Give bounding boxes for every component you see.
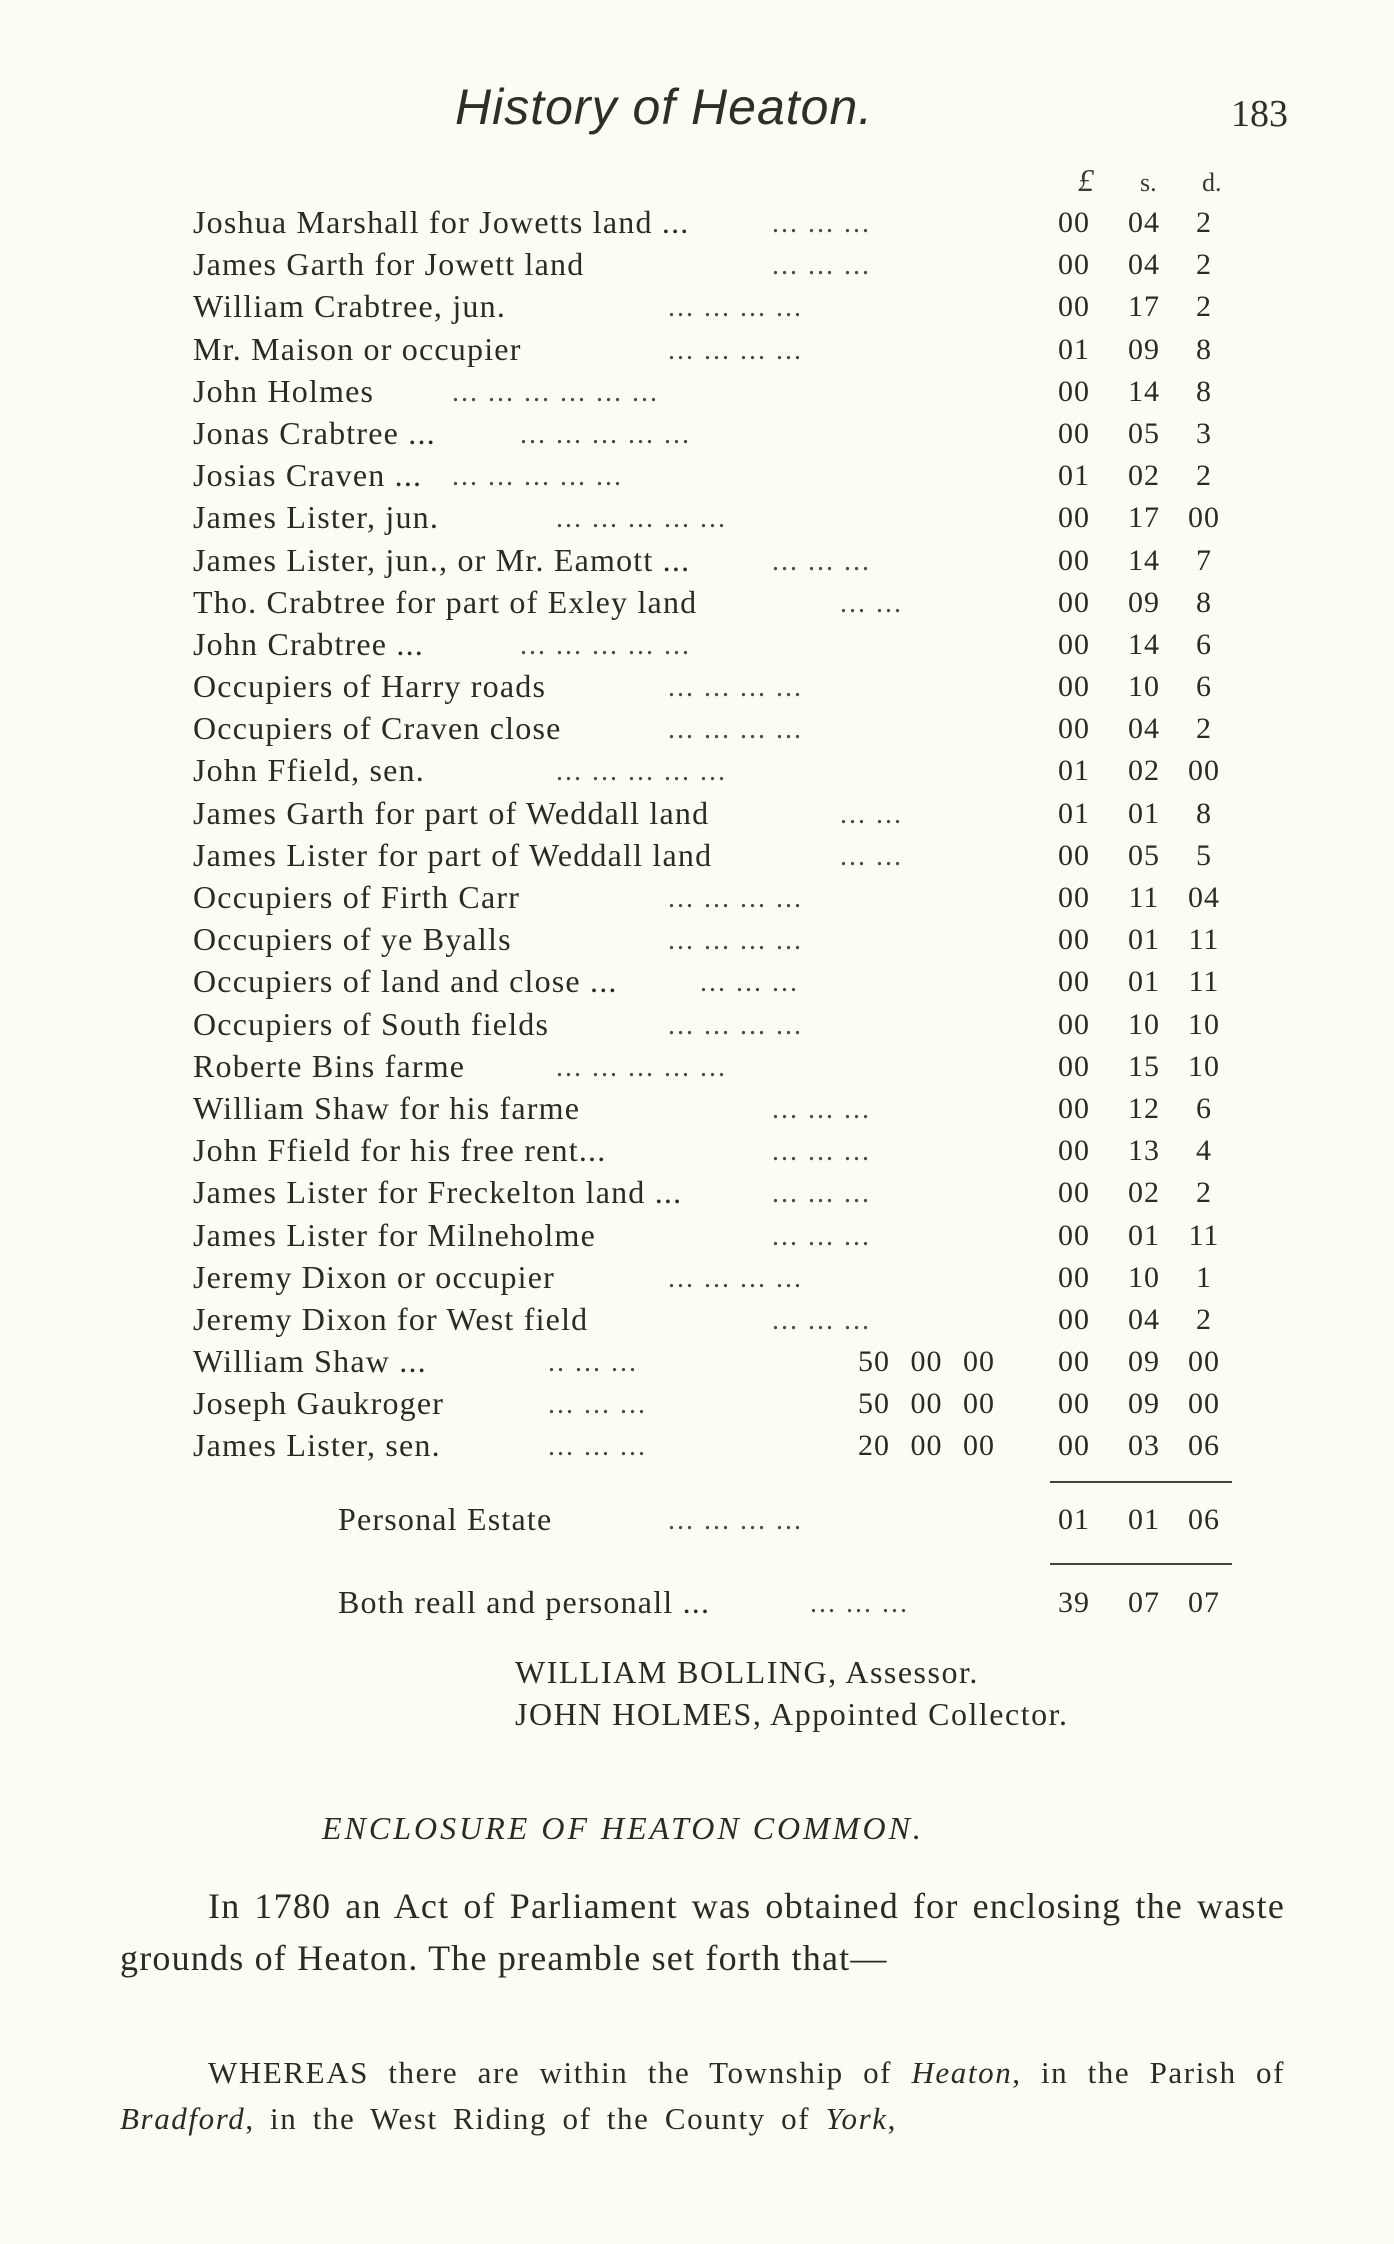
quote-text: , in the West Riding of the County of [245,2101,811,2136]
amount-pounds: 00 [1058,1387,1090,1421]
ledger-row [0,457,1394,499]
dot-leader: ... ... ... [772,208,871,239]
payer-name: Joshua Marshall for Jowetts land ... [193,204,690,240]
dot-leader: ... ... ... [772,1136,871,1168]
amount-shillings: 14 [1128,374,1160,408]
running-title: History of Heaton. [455,79,874,135]
amount-pence: 2 [1196,248,1212,282]
page-number: 183 [1231,93,1288,135]
payer-name: Occupiers of South fields [193,1005,550,1042]
payer-name: Occupiers of Craven close [193,710,562,747]
dot-leader: ... ... ... [772,1220,871,1252]
dot-leader: ... ... ... ... [668,883,803,914]
amount-pounds: 00 [1058,1218,1090,1252]
dot-leader: ... ... ... ... ... [556,756,727,788]
dot-leader: ... ... ... ... [668,1505,803,1536]
payer-name: William Crabtree, jun. [193,288,507,325]
total-label: Both reall and personall ... [338,1584,711,1620]
ledger-row [0,584,1394,626]
dot-leader: ... ... [840,587,903,619]
amount-pence: 00 [1188,1345,1220,1379]
amount-pence: 5 [1196,838,1212,872]
place-name: York [825,2101,888,2136]
ledger-row [0,1006,1394,1048]
amount-pence: 8 [1196,374,1212,408]
amount-pence: 2 [1196,712,1212,746]
dot-leader: ... ... ... [772,1093,871,1125]
amount-pence: 10 [1188,1007,1220,1041]
payer-name: William Shaw for his farme [193,1089,581,1126]
amount-pence: 00 [1188,501,1220,535]
amount-pence: 06 [1188,1429,1220,1463]
amount-pounds: 00 [1058,712,1090,746]
section-heading: ENCLOSURE OF HEATON COMMON. [322,1810,924,1846]
amount-shillings: 05 [1128,838,1160,872]
amount-pounds: 00 [1058,1176,1090,1210]
dot-leader: ... ... ... ... [668,334,803,366]
payer-name: James Lister, sen. [193,1427,441,1464]
payer-name: Jonas Crabtree ... [193,414,436,451]
dot-leader: .. ... ... [548,1347,638,1379]
amount-pounds: 01 [1058,796,1090,830]
amount-shillings: 03 [1128,1429,1160,1463]
amount-pounds: 00 [1058,627,1090,661]
ledger-row [0,1132,1394,1174]
valuation-amount: 50 00 00 [858,1345,995,1379]
amount-pence: 2 [1196,1302,1212,1336]
payer-name: Joseph Gaukroger [193,1385,445,1422]
amount-shillings: 01 [1128,796,1160,830]
payer-name: James Lister for part of Weddall land [193,836,713,873]
amount-pence: 00 [1188,754,1220,788]
amount-pence: 8 [1196,796,1212,830]
dot-leader: ... ... ... ... [668,714,803,746]
column-header-pounds: £ [1078,162,1094,198]
amount-pounds: 01 [1058,1503,1090,1536]
amount-shillings: 09 [1128,1387,1160,1421]
ledger-row [0,879,1394,921]
amount-shillings: 07 [1128,1586,1160,1619]
payer-name: Roberte Bins farme [193,1047,466,1084]
paragraph-text: In 1780 an Act of Parliament was obtained for enclosing the waste grounds of Heaton. The preamble set forth that— [120,1886,1285,1978]
amount-shillings: 04 [1128,712,1160,746]
sum-rule [1050,1563,1232,1565]
amount-shillings: 09 [1128,585,1160,619]
ledger-row [0,921,1394,963]
total-label: Personal Estate [338,1501,553,1537]
ledger-row [0,1301,1394,1343]
ledger-row [0,1217,1394,1259]
amount-pounds: 01 [1058,459,1090,493]
amount-pounds: 00 [1058,1091,1090,1125]
amount-pounds: 00 [1058,923,1090,957]
ledger-row [0,752,1394,794]
ledger-row [0,710,1394,752]
dot-leader: ... ... [840,840,903,872]
place-name: Bradford [120,2101,246,2136]
ledger-row [0,1048,1394,1090]
amount-shillings: 01 [1128,965,1160,999]
amount-pounds: 00 [1058,543,1090,577]
dot-leader: ... ... ... ... [668,1262,803,1294]
amount-pounds: 00 [1058,1345,1090,1379]
amount-shillings: 10 [1128,1007,1160,1041]
dot-leader: ... ... ... [548,1431,647,1463]
amount-pence: 6 [1196,1091,1212,1125]
amount-pence: 11 [1188,1218,1220,1252]
amount-shillings: 02 [1128,754,1160,788]
amount-pence: 6 [1196,627,1212,661]
amount-shillings: 12 [1128,1091,1160,1125]
amount-pence: 06 [1188,1503,1220,1536]
amount-pounds: 00 [1058,206,1090,239]
amount-shillings: 10 [1128,670,1160,704]
ledger-row [0,1259,1394,1301]
payer-name: William Shaw ... [193,1343,427,1380]
amount-pence: 6 [1196,670,1212,704]
amount-shillings: 01 [1128,923,1160,957]
payer-name: James Lister, jun., or Mr. Eamott ... [193,541,691,578]
amount-pounds: 39 [1058,1586,1090,1619]
dot-leader: ... ... ... [548,1389,647,1421]
amount-shillings: 17 [1128,290,1160,324]
ledger-row [0,204,1394,246]
payer-name: Occupiers of Firth Carr [193,879,521,915]
amount-pounds: 00 [1058,1302,1090,1336]
ledger-row [0,668,1394,710]
payer-name: Occupiers of land and close ... [193,963,618,1000]
amount-pence: 2 [1196,1176,1212,1210]
payer-name: James Lister, jun. [193,499,440,536]
payer-name: Josias Craven ... [193,457,423,494]
amount-shillings: 05 [1128,416,1160,450]
amount-shillings: 04 [1128,206,1160,239]
amount-pounds: 00 [1058,670,1090,704]
ledger-row [0,963,1394,1005]
personal-estate-row [0,1501,1394,1545]
assessor-signature: WILLIAM BOLLING, Assessor. [515,1654,979,1690]
dot-leader: ... ... [840,798,903,830]
amount-shillings: 14 [1128,543,1160,577]
dot-leader: ... ... ... ... ... ... [452,376,659,408]
payer-name: Occupiers of Harry roads [193,668,547,705]
dot-leader: ... ... ... [700,967,799,999]
payer-name: Jeremy Dixon for West field [193,1300,589,1337]
amount-pounds: 01 [1058,754,1090,788]
grand-total-row [0,1584,1394,1628]
dot-leader: ... ... ... [772,1178,871,1210]
payer-name: John Holmes [193,372,375,409]
ledger-row [0,1385,1394,1427]
preamble-quote [120,2050,1285,2142]
ledger-row [0,373,1394,415]
amount-pounds: 00 [1058,1007,1090,1041]
amount-shillings: 15 [1128,1049,1160,1083]
ledger-row [0,1427,1394,1469]
ledger-row [0,331,1394,373]
ledger-row [0,795,1394,837]
amount-shillings: 04 [1128,248,1160,282]
ledger-row [0,246,1394,288]
amount-pounds: 00 [1058,290,1090,324]
amount-pence: 07 [1188,1586,1220,1619]
dot-leader: ... ... ... ... ... [520,629,691,661]
amount-pence: 00 [1188,1387,1220,1421]
amount-pence: 4 [1196,1134,1212,1168]
amount-pounds: 00 [1058,965,1090,999]
amount-pence: 8 [1196,585,1212,619]
amount-pounds: 00 [1058,374,1090,408]
ledger-row [0,837,1394,879]
payer-name: John Ffield for his free rent... [193,1132,607,1169]
amount-shillings: 11 [1128,881,1160,914]
payer-name: James Lister for Freckelton land ... [193,1174,683,1211]
dot-leader: ... ... ... ... [668,292,803,324]
amount-pounds: 01 [1058,332,1090,366]
amount-pounds: 00 [1058,1429,1090,1463]
amount-pence: 11 [1188,965,1220,999]
ledger-row [0,626,1394,668]
amount-pence: 04 [1188,881,1220,914]
ledger-row [0,542,1394,584]
payer-name: Occupiers of ye Byalls [193,921,512,958]
amount-pounds: 00 [1058,416,1090,450]
ledger-row [0,288,1394,330]
place-name: Heaton [911,2055,1013,2090]
amount-shillings: 02 [1128,459,1160,493]
amount-pence: 3 [1196,416,1212,450]
payer-name: James Garth for part of Weddall land [193,794,710,831]
dot-leader: ... ... ... [772,545,871,577]
dot-leader: ... ... ... [772,250,871,282]
valuation-amount: 20 00 00 [858,1429,995,1463]
amount-pounds: 00 [1058,248,1090,282]
quote-text: , [887,2101,897,2136]
amount-pence: 8 [1196,332,1212,366]
amount-pounds: 00 [1058,1134,1090,1168]
dot-leader: ... ... ... ... [668,1009,803,1041]
amount-pounds: 00 [1058,1049,1090,1083]
amount-pounds: 00 [1058,838,1090,872]
quote-text: , in the Parish of [1012,2055,1286,2090]
dot-leader: ... ... ... [772,1304,871,1336]
amount-shillings: 17 [1128,501,1160,535]
amount-shillings: 01 [1128,1503,1160,1536]
amount-pence: 2 [1196,206,1212,239]
amount-shillings: 04 [1128,1302,1160,1336]
quote-text: WHEREAS there are within the Township of [208,2055,893,2090]
amount-shillings: 01 [1128,1218,1160,1252]
column-header-shillings: s. [1140,168,1157,197]
payer-name: Jeremy Dixon or occupier [193,1258,556,1295]
amount-shillings: 02 [1128,1176,1160,1210]
assessment-ledger [0,204,1394,1470]
amount-pounds: 00 [1058,501,1090,535]
ledger-row [0,1090,1394,1132]
ledger-row [0,1174,1394,1216]
dot-leader: ... ... ... ... ... [520,418,691,450]
dot-leader: ... ... ... ... ... [452,461,623,493]
amount-pounds: 00 [1058,1260,1090,1294]
payer-name: James Garth for Jowett land [193,246,585,283]
payer-name: John Ffield, sen. [193,752,425,789]
payer-name: John Crabtree ... [193,625,425,662]
dot-leader: ... ... ... ... [668,925,803,957]
amount-shillings: 10 [1128,1260,1160,1294]
amount-pounds: 00 [1058,585,1090,619]
payer-name: Mr. Maison or occupier [193,330,522,367]
amount-shillings: 14 [1128,627,1160,661]
amount-pence: 7 [1196,543,1212,577]
payer-name: James Lister for Milneholme [193,1216,596,1253]
dot-leader: ... ... ... ... [668,672,803,704]
dot-leader: ... ... ... [810,1588,909,1619]
dot-leader: ... ... ... ... ... [556,1051,727,1083]
payer-name: Tho. Crabtree for part of Exley land [193,583,698,620]
collector-signature: JOHN HOLMES, Appointed Collector. [515,1696,1069,1732]
amount-pounds: 00 [1058,881,1090,914]
dot-leader: ... ... ... ... ... [556,503,727,535]
ledger-row [0,1343,1394,1385]
amount-pence: 1 [1196,1260,1212,1294]
valuation-amount: 50 00 00 [858,1387,995,1421]
amount-shillings: 13 [1128,1134,1160,1168]
amount-shillings: 09 [1128,332,1160,366]
amount-pence: 2 [1196,459,1212,493]
body-paragraph [120,1880,1285,1984]
amount-shillings: 09 [1128,1345,1160,1379]
ledger-row [0,499,1394,541]
sum-rule [1050,1481,1232,1483]
amount-pence: 2 [1196,290,1212,324]
amount-pence: 10 [1188,1049,1220,1083]
ledger-row [0,415,1394,457]
amount-pence: 11 [1188,923,1220,957]
column-header-pence: d. [1202,168,1222,197]
